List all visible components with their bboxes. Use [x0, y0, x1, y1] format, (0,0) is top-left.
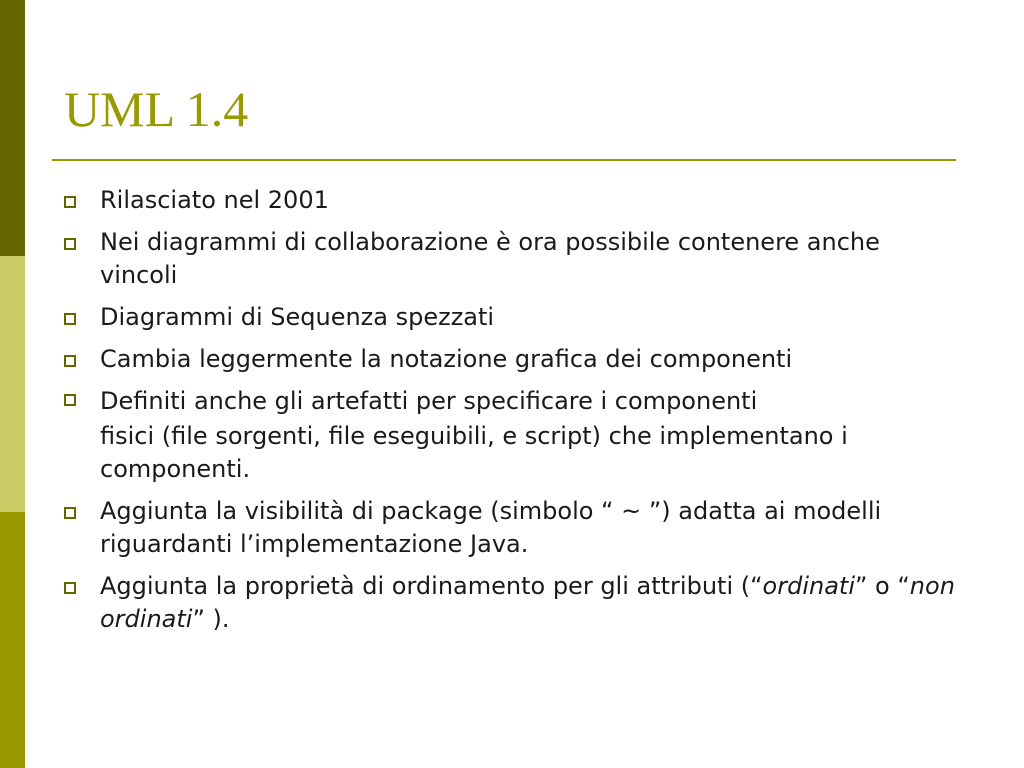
bullet-text: Cambia leggermente la notazione grafica dei componenti: [100, 345, 793, 373]
bullet-text: Aggiunta la visibilità di package (simbolo “ ~ ”) adatta ai modelli riguardanti l’implementazione Java.: [100, 497, 882, 558]
bullet-item: [64, 570, 964, 636]
slide-title: UML 1.4: [64, 81, 249, 137]
title-underline: [52, 159, 956, 161]
bullet-item: [64, 226, 964, 292]
bullet-text-mid: ” o “: [854, 572, 910, 600]
square-bullet-icon: [64, 355, 76, 367]
bullet-text-prefix: Aggiunta la proprietà di ordinamento per gli attributi (“: [100, 572, 763, 600]
bullet-item: [64, 343, 964, 376]
bullet-text: Diagrammi di Sequenza spezzati: [100, 303, 495, 331]
side-color-bar: [0, 0, 25, 768]
bullet-item: [64, 495, 964, 561]
bullet-text-line-2: fisici (file sorgenti, file eseguibili, e script) che implementano i componenti.: [100, 422, 848, 483]
bullet-text-line-1: Definiti anche gli artefatti per specificare i componenti: [100, 387, 758, 415]
term-non-ordinati: non ordinati: [100, 572, 955, 633]
square-bullet-icon: [64, 196, 76, 208]
term-ordinati: ordinati: [762, 572, 855, 600]
bullet-text: Rilasciato nel 2001: [100, 186, 329, 214]
side-bar-middle-segment: [0, 256, 25, 512]
bullet-item: [64, 382, 964, 486]
square-bullet-icon: [64, 238, 76, 250]
square-bullet-icon: [64, 582, 76, 594]
bullet-text-suffix: ” ).: [192, 605, 230, 633]
bullet-text: Nei diagrammi di collaborazione è ora possibile contenere anche vincoli: [100, 228, 880, 289]
square-bullet-icon: [64, 313, 76, 325]
square-bullet-icon: [64, 507, 76, 519]
side-bar-top-segment: [0, 0, 25, 256]
square-bullet-icon: [64, 394, 76, 406]
bullet-list: [64, 184, 964, 645]
side-bar-bottom-segment: [0, 512, 25, 768]
bullet-item: [64, 301, 964, 334]
bullet-item: [64, 184, 964, 217]
